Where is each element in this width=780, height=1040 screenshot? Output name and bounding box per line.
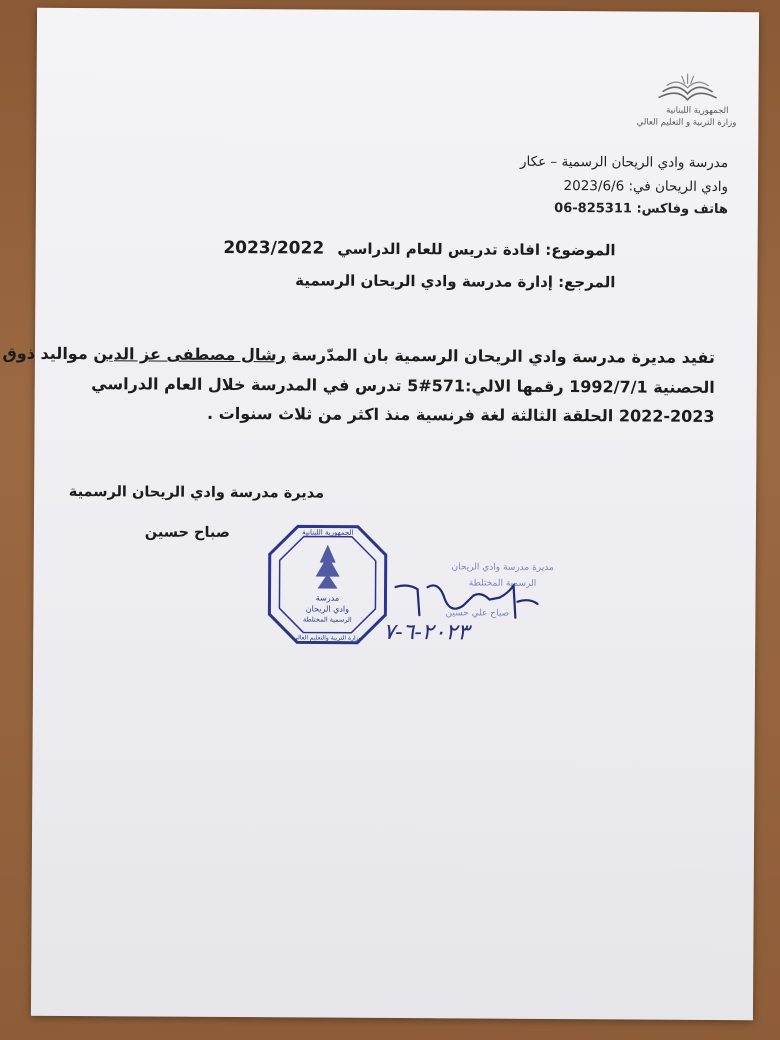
reference-line: المرجع: إدارة مدرسة وادي الريحان الرسمية [295, 271, 616, 292]
director-stamp [446, 562, 555, 619]
handwritten-date: ٢٠٢٣-٦-٧ [383, 619, 470, 646]
svg-text:الرسمية المختلطة: الرسمية المختلطة [302, 615, 352, 624]
teacher-name: رشال مصطفى عز الدين [93, 344, 286, 365]
octagon-seal [269, 526, 386, 643]
body-line-1-before: تفيد مديرة مدرسة وادي الريحان الرسمية بان المدّرسة [291, 345, 716, 367]
svg-text:وادي الريحان: وادي الريحان [305, 604, 350, 614]
subject-line [223, 238, 615, 260]
svg-text:الرسمية المختلطة: الرسمية المختلطة [468, 578, 537, 589]
svg-text:مدرسة: مدرسة [315, 593, 340, 603]
body-line-2: الحصنية 1992/7/1 رقمها الالي:571#5 تدرس في المدرسة خلال العام الدراسي [91, 374, 715, 397]
cedar-icon [316, 545, 340, 589]
body-line-1 [2, 344, 715, 367]
ministry-line-2: وزارة التربية و التعليم العالي [636, 117, 737, 129]
signatory-name: صباح حسين [144, 524, 230, 541]
school-name: مدرسة وادي الريحان الرسمية – عكار [519, 153, 729, 172]
subject-year: 2023/2022 [223, 237, 325, 259]
signatory-title: مديرة مدرسة وادي الريحان الرسمية [68, 484, 325, 502]
svg-text:مديرة مدرسة وادي الريحان: مديرة مدرسة وادي الريحان [451, 562, 554, 573]
svg-text:وزارة التربية والتعليم العالي: وزارة التربية والتعليم العالي [292, 634, 362, 642]
svg-text:صباح علي حسين: صباح علي حسين [445, 608, 510, 619]
svg-text:الجمهورية اللبنانية: الجمهورية اللبنانية [302, 528, 354, 537]
document-page [2, 8, 759, 1020]
ministry-line-1: الجمهورية اللبنانية [666, 105, 729, 117]
subject-label: الموضوع: افادة تدريس للعام الدراسي [337, 239, 616, 260]
ministry-book-logo [652, 72, 722, 106]
body-line-3: 2022-2023 الحلقة الثالثة لغة فرنسية منذ اكثر من ثلاث سنوات . [206, 403, 715, 426]
phone-fax: هاتف وفاكس: 825311-06 [554, 200, 728, 218]
body-line-1-after: مواليد ذوق [2, 343, 88, 364]
date-line: وادي الريحان في: 2023/6/6 [563, 178, 729, 196]
